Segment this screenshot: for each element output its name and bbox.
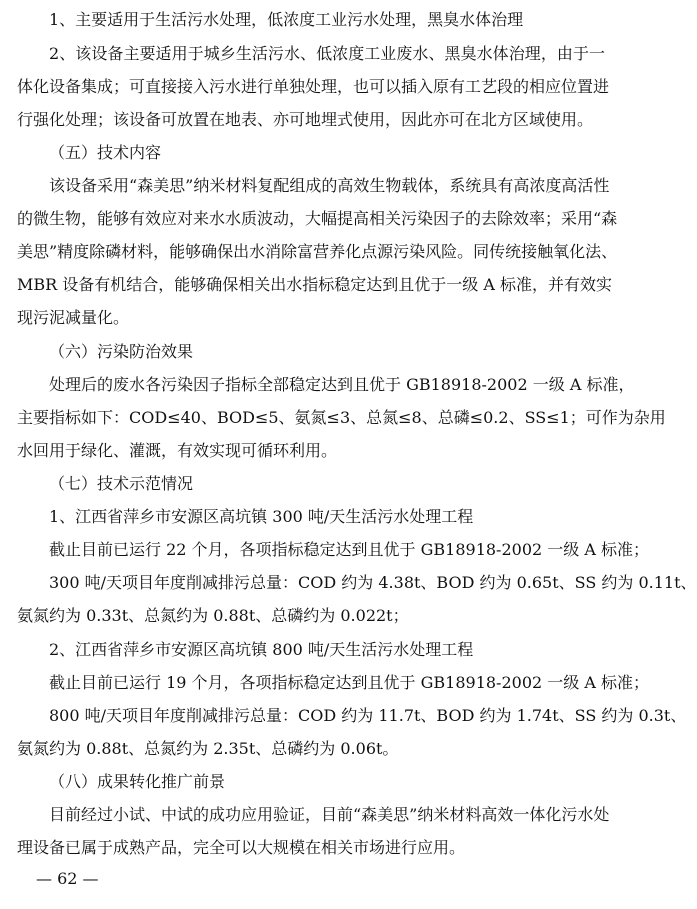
paragraph-line: 截止目前已运行 22 个月，各项指标稳定达到且优于 GB18918-2002 一级 A 标准；	[49, 540, 649, 559]
paragraph-line: 300 吨/天项目年度削减排污总量：COD 约为 4.38t、BOD 约为 0.65t、SS 约为 0.11t、	[49, 573, 697, 592]
list-item-1: 1、主要适用于生活污水处理，低浓度工业污水处理，黑臭水体治理	[49, 10, 524, 29]
paragraph-line: 水回用于绿化、灌溉，有效实现可循环利用。	[17, 441, 338, 460]
paragraph-line: 主要指标如下：COD≤40、BOD≤5、氨氮≤3、总氮≤8、总磷≤0.2、SS≤1；可作为杂用	[17, 408, 666, 427]
paragraph-line: 现污泥减量化。	[17, 308, 130, 327]
paragraph-line: 2、该设备主要适用于城乡生活污水、低浓度工业废水、黑臭水体治理，由于一	[49, 44, 605, 63]
project-title-1: 1、江西省萍乡市安源区高坑镇 300 吨/天生活污水处理工程	[49, 507, 474, 526]
paragraph-line: 氨氮约为 0.88t、总氮约为 2.35t、总磷约为 0.06t。	[17, 739, 399, 758]
paragraph-line: 氨氮约为 0.33t、总氮约为 0.88t、总磷约为 0.022t；	[17, 606, 409, 625]
paragraph-line: 该设备采用“森美思”纳米材料复配组成的高效生物载体，系统具有高浓度高活性	[49, 176, 610, 195]
paragraph-line: 理设备已属于成熟产品，完全可以大规模在相关市场进行应用。	[17, 838, 466, 857]
section-heading-8: （八）成果转化推广前景	[49, 772, 226, 791]
paragraph-line: 目前经过小试、中试的成功应用验证，目前“森美思”纳米材料高效一体化污水处	[49, 805, 610, 824]
paragraph-line: 体化设备集成；可直接接入污水进行单独处理，也可以插入原有工艺段的相应位置进	[17, 77, 610, 96]
paragraph-line: 的微生物，能够有效应对来水水质波动，大幅提高相关污染因子的去除效率；采用“森	[17, 209, 618, 228]
paragraph-line: 处理后的废水各污染因子指标全部稳定达到且优于 GB18918-2002 一级 A 标准，	[49, 375, 635, 394]
page-number: — 62 —	[36, 869, 99, 888]
paragraph-line: MBR 设备有机结合，能够确保相关出水指标稳定达到且优于一级 A 标准，并有效实	[17, 275, 613, 294]
paragraph-line: 800 吨/天项目年度削减排污总量：COD 约为 11.7t、BOD 约为 1.74t、SS 约为 0.3t、	[49, 706, 687, 725]
section-heading-5: （五）技术内容	[49, 143, 162, 162]
section-heading-6: （六）污染防治效果	[49, 342, 194, 361]
section-heading-7: （七）技术示范情况	[49, 474, 194, 493]
project-title-2: 2、江西省萍乡市安源区高坑镇 800 吨/天生活污水处理工程	[49, 640, 474, 659]
paragraph-line: 截止目前已运行 19 个月，各项指标稳定达到且优于 GB18918-2002 一级 A 标准；	[49, 673, 649, 692]
paragraph-line: 美思”精度除磷材料，能够确保出水消除富营养化点源污染风险。同传统接触氧化法、	[17, 242, 618, 261]
paragraph-line: 行强化处理；该设备可放置在地表、亦可地埋式使用，因此亦可在北方区域使用。	[17, 110, 594, 129]
